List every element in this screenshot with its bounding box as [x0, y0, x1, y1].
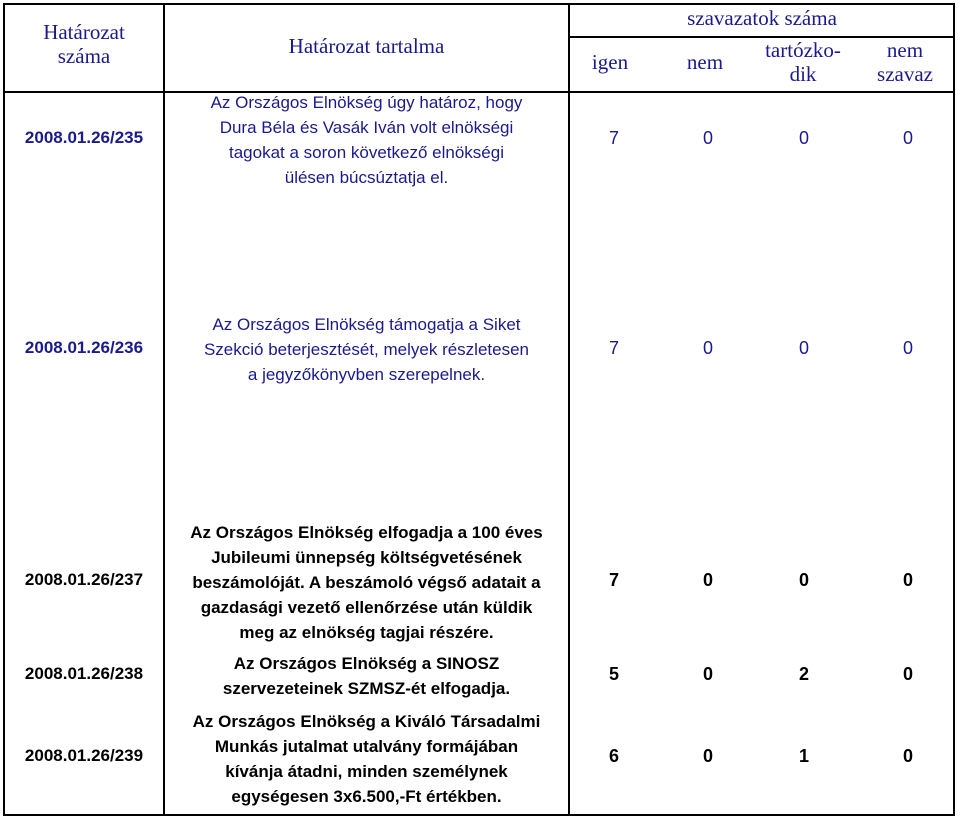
vote-no: 0 — [702, 746, 713, 766]
vote-none: 0 — [902, 746, 913, 766]
vote-yes: 7 — [608, 338, 619, 358]
vote-none: 0 — [902, 570, 913, 590]
header-number: Határozat száma — [43, 20, 125, 68]
vote-abstain: 2 — [798, 664, 809, 684]
header-vote-abstain: tartózko- dik — [765, 38, 841, 86]
resolution-content: Az Országos Elnökség úgy határoz, hogy Dura Béla és Vasák Iván volt elnökségi tagokat a soron következő elnökségi ülésen búcsúztatja el. — [210, 93, 523, 187]
resolution-number: 2008.01.26/239 — [24, 746, 144, 765]
vote-abstain: 0 — [798, 338, 809, 358]
resolution-content: Az Országos Elnökség a SINOSZ szervezeteinek SZMSZ-ét elfogadja. — [222, 654, 511, 698]
vote-none: 0 — [902, 338, 913, 358]
vote-no: 0 — [702, 128, 713, 148]
vote-no: 0 — [702, 664, 713, 684]
vote-yes: 7 — [608, 570, 619, 590]
resolution-content: Az Országos Elnökség támogatja a Siket Szekció beterjesztését, melyek részletesen a jegyzőkönyvben szerepelnek. — [203, 315, 530, 384]
vote-yes: 7 — [608, 128, 619, 148]
resolution-number: 2008.01.26/237 — [24, 570, 144, 589]
resolution-content: Az Országos Elnökség elfogadja a 100 éves Jubileumi ünnepség költségvetésének beszámolóját. A beszámoló végső adatait a gazdasági vezető ellenőrzése után küldik meg az elnökség tagjai részére. — [190, 523, 543, 642]
header-vote-yes: igen — [591, 50, 629, 74]
vote-none: 0 — [902, 664, 913, 684]
vote-yes: 6 — [608, 746, 619, 766]
header-vote-none: nem szavaz — [877, 38, 933, 86]
resolution-number: 2008.01.26/238 — [24, 664, 144, 683]
vote-abstain: 1 — [798, 746, 809, 766]
header-content: Határozat tartalma — [288, 34, 445, 58]
column-divider — [568, 3, 570, 816]
resolution-number: 2008.01.26/236 — [24, 338, 144, 357]
resolution-number: 2008.01.26/235 — [24, 128, 144, 147]
vote-no: 0 — [702, 570, 713, 590]
vote-none: 0 — [902, 128, 913, 148]
vote-abstain: 0 — [798, 128, 809, 148]
vote-yes: 5 — [608, 664, 619, 684]
resolution-content: Az Országos Elnökség a Kiváló Társadalmi Munkás jutalmat utalvány formájában kívánja átadni, minden személynek egységesen 3x6.500,-Ft értékben. — [192, 712, 541, 806]
header-votes-group: szavazatok száma — [687, 6, 837, 30]
header-vote-no: nem — [686, 50, 724, 74]
vote-abstain: 0 — [798, 570, 809, 590]
vote-no: 0 — [702, 338, 713, 358]
